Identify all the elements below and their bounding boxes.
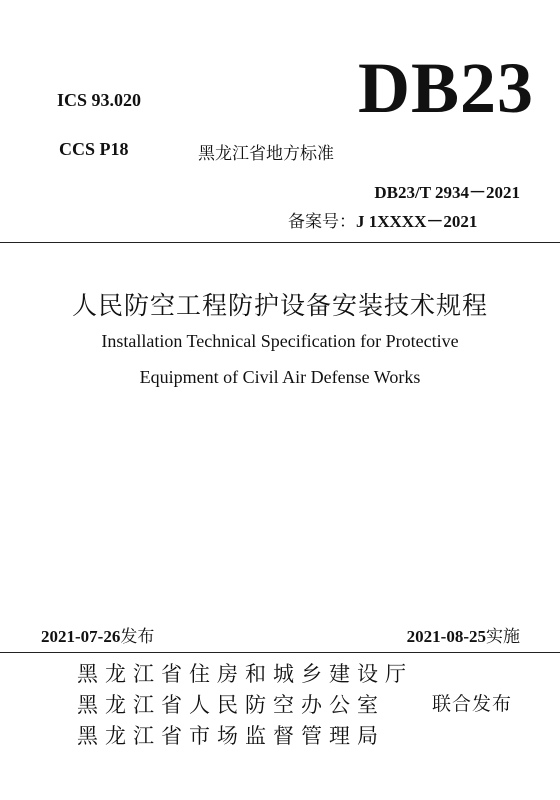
ics-code: ICS 93.020 [57, 90, 142, 110]
ccs-code: CCS P18 [59, 139, 129, 159]
db-mark: DB23 [358, 48, 535, 128]
joint-release-label: 联合发布 [432, 693, 513, 715]
record-value: J 1XXXX－2021 [356, 212, 478, 231]
standard-type: 黑龙江省地方标准 [198, 144, 334, 164]
title-english-line-2: Equipment of Civil Air Defense Works [139, 367, 421, 387]
record-label: 备案号： [288, 212, 356, 232]
implementation-date-value: 2021-08-25 [406, 627, 486, 646]
footer-divider [0, 652, 560, 653]
issuer-market-supervision-bureau: 黑龙江省市场监督管理局 [77, 724, 385, 748]
release-date-value: 2021-07-26 [41, 627, 121, 646]
release-date-label: 发布 [120, 627, 155, 647]
issuer-civil-air-defense-office: 黑龙江省人民防空办公室 [77, 693, 385, 717]
record-number [288, 207, 477, 232]
standard-number: DB23/T 2934－2021 [374, 183, 520, 202]
implementation-date [407, 622, 520, 647]
title-english-line-1: Installation Technical Specification for Protective [101, 331, 459, 351]
implementation-date-label: 实施 [486, 627, 520, 647]
header-divider [0, 242, 560, 243]
release-date [41, 622, 154, 647]
issuer-housing-department: 黑龙江省住房和城乡建设厅 [77, 662, 413, 686]
title-chinese: 人民防空工程防护设备安装技术规程 [71, 291, 488, 320]
